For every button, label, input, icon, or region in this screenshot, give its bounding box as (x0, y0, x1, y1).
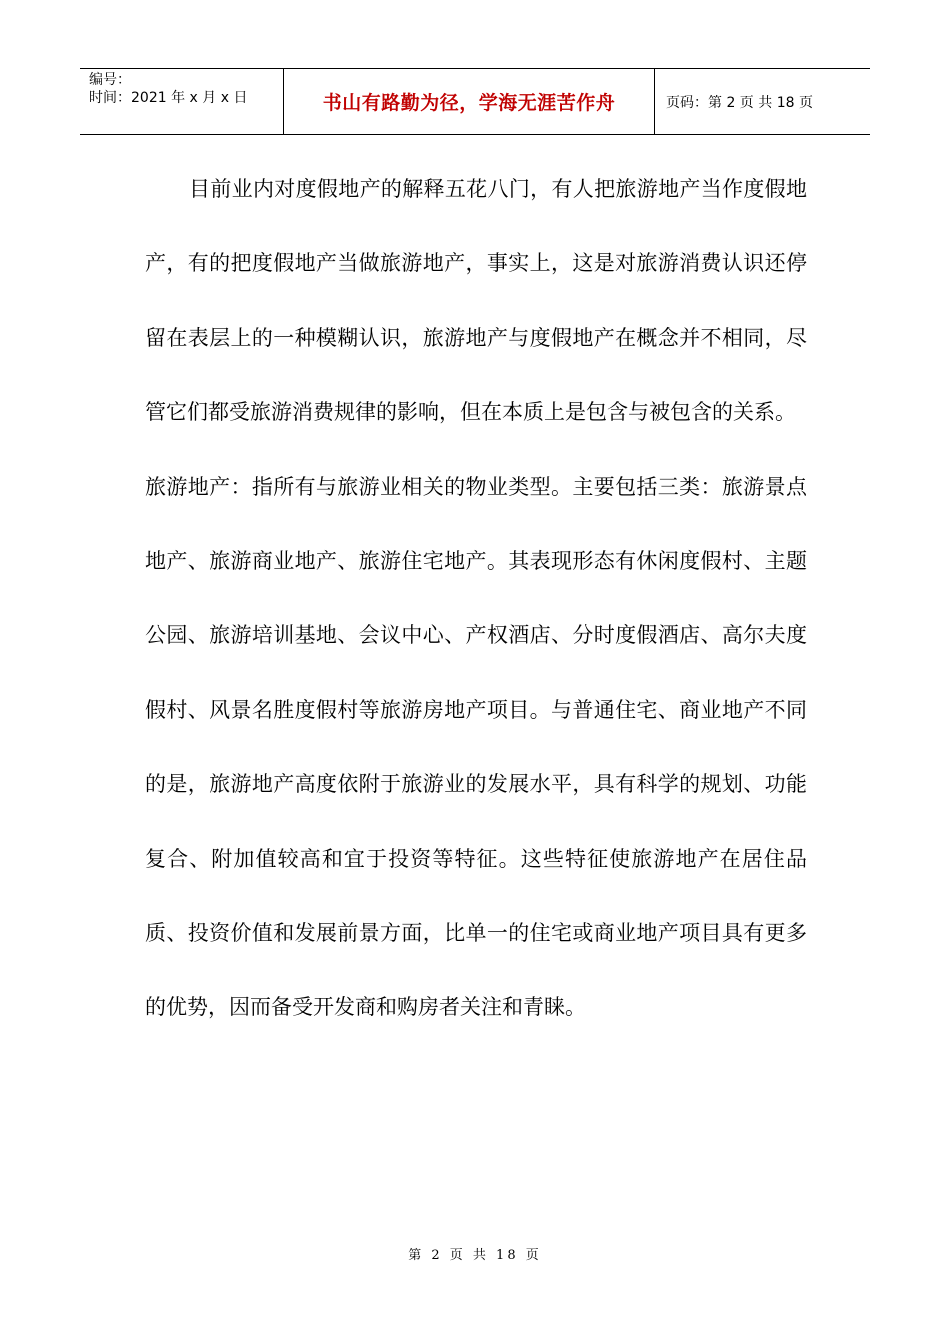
header-meta (80, 69, 283, 134)
body-paragraph-2: 旅游地产：指所有与旅游业相关的物业类型。主要包括三类：旅游景点地产、旅游商业地产、旅游住宅地产。其表现形态有休闲度假村、主题公园、旅游培训基地、会议中心、产权酒店、分时度假酒店、高尔夫度假村、风景名胜度假村等旅游房地产项目。与普通住宅、商业地产不同的是，旅游地产高度依附于旅游业的发展水平，具有科学的规划、功能复合、附加值较高和宜于投资等特征。这些特征使旅游地产在居住品质、投资价值和发展前景方面，比单一的住宅或商业地产项目具有更多的优势，因而备受开发商和购房者关注和青睐。 (145, 474, 807, 1020)
header-motto: 书山有路勤为径，学海无涯苦作舟 (322, 92, 616, 114)
header-page-info-cell (655, 69, 870, 134)
page-header (80, 68, 870, 135)
document-date-label: 时间：2021 年 x 月 x 日 (89, 90, 248, 106)
header-motto-cell (283, 69, 655, 134)
document-body (145, 152, 807, 1045)
body-paragraph-1: 目前业内对度假地产的解释五花八门，有人把旅游地产当作度假地产，有的把度假地产当做旅游地产，事实上，这是对旅游消费认识还停留在表层上的一种模糊认识，旅游地产与度假地产在概念并不相同，尽管它们都受旅游消费规律的影响，但在本质上是包含与被包含的关系。 (145, 177, 807, 425)
page-footer: 第 2 页 共 18 页 (408, 1248, 542, 1263)
header-page-info: 页码：第 2 页 共 18 页 (666, 94, 813, 111)
document-number-label: 编号： (89, 72, 131, 88)
